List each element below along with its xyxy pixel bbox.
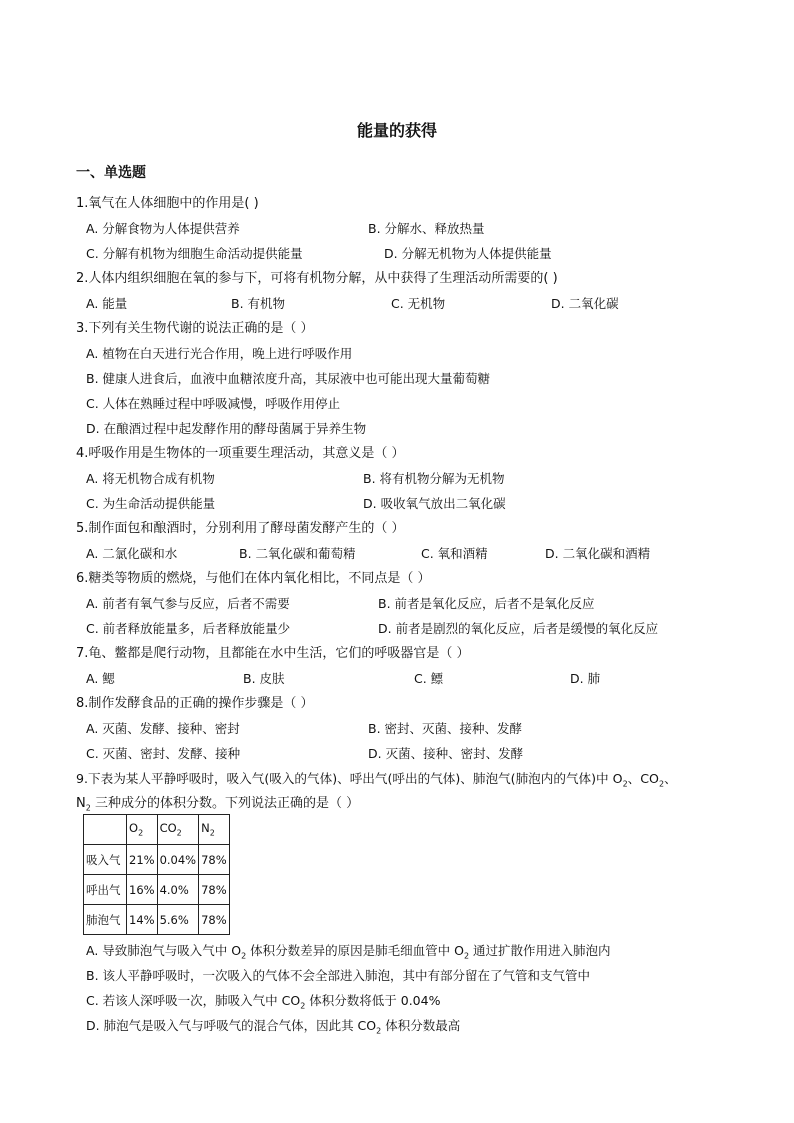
- question-4-option-a[interactable]: A. 将无机物合成有机物: [86, 471, 215, 486]
- table-row: [84, 845, 230, 875]
- question-9-option-b[interactable]: B. 该人平静呼吸时，一次吸入的气体不会全部进入肺泡，其中有部分留在了气管和支气管中: [86, 968, 591, 983]
- question-7-option-a[interactable]: A. 鳃: [86, 671, 115, 686]
- question-8-option-a[interactable]: A. 灭菌、发酵、接种、密封: [86, 721, 240, 736]
- table-row: [84, 905, 230, 935]
- table-header-cell: [84, 815, 127, 845]
- question-3-option-c[interactable]: C. 人体在熟睡过程中呼吸减慢，呼吸作用停止: [86, 396, 341, 411]
- question-5-option-d[interactable]: D. 二氧化碳和酒精: [545, 546, 651, 561]
- table-header-o2: $O_2$: [127, 815, 158, 845]
- question-3-option-a[interactable]: A. 植物在白天进行光合作用，晚上进行呼吸作用: [86, 346, 353, 361]
- question-3-stem: 3.下列有关生物代谢的说法正确的是（ ）: [76, 321, 314, 336]
- question-9-option-a[interactable]: A. 导致肺泡气与吸入气中 $O_2$ 体积分数差异的原因是肺毛细血管中 $O_2$ 通过扩散作用进入肺泡内: [86, 943, 611, 961]
- question-1-option-d[interactable]: D. 分解无机物为人体提供能量: [384, 246, 552, 261]
- question-9-option-d[interactable]: D. 肺泡气是吸入气与呼吸气的混合气体，因此其 $CO_2$ 体积分数最高: [86, 1018, 461, 1036]
- question-4-option-c[interactable]: C. 为生命活动提供能量: [86, 496, 216, 511]
- gas-composition-table: [83, 814, 230, 935]
- question-3-option-b[interactable]: B. 健康人进食后，血液中血糖浓度升高，其尿液中也可能出现大量葡萄糖: [86, 371, 491, 386]
- question-7-option-c[interactable]: C. 鳔: [414, 671, 444, 686]
- question-6-option-a[interactable]: A. 前者有氧气参与反应，后者不需要: [86, 596, 290, 611]
- question-9-stem-line-1: 9.下表为某人平静呼吸时，吸入气(吸入的气体)、呼出气(呼出的气体)、肺泡气(肺泡内的气体)中 $O_2$、$CO_2$、: [76, 771, 677, 789]
- question-2-option-c[interactable]: C. 无机物: [391, 296, 446, 311]
- page-title: 能量的获得: [356, 121, 437, 140]
- question-5-option-c[interactable]: C. 氧和酒精: [421, 546, 488, 561]
- question-1-option-a[interactable]: A. 分解食物为人体提供营养: [86, 221, 240, 236]
- table-cell: 5.6%: [157, 905, 199, 935]
- table-row: [84, 875, 230, 905]
- question-5-stem: 5.制作面包和酿酒时，分别利用了酵母菌发酵产生的（ ）: [76, 521, 405, 536]
- question-8-option-b[interactable]: B. 密封、灭菌、接种、发酵: [368, 721, 523, 736]
- question-9-stem-line-2: $N_2$ 三种成分的体积分数。下列说法正确的是（ ）: [76, 796, 360, 813]
- table-cell: 16%: [127, 875, 158, 905]
- question-4-stem: 4.呼吸作用是生物体的一项重要生理活动，其意义是（ ）: [76, 446, 405, 461]
- question-7-option-d[interactable]: D. 肺: [570, 671, 601, 686]
- table-cell: 78%: [199, 905, 230, 935]
- question-5-option-a[interactable]: A. 二氯化碳和水: [86, 546, 178, 561]
- question-6-option-c[interactable]: C. 前者释放能量多，后者释放能量少: [86, 621, 291, 636]
- question-1-stem: 1.氧气在人体细胞中的作用是( ): [76, 196, 259, 211]
- table-cell: 呼出气: [84, 875, 127, 905]
- question-5-option-b[interactable]: B. 二氧化碳和葡萄精: [239, 546, 356, 561]
- table-cell: 14%: [127, 905, 158, 935]
- question-8-option-c[interactable]: C. 灭菌、密封、发酵、接种: [86, 746, 241, 761]
- section-heading: 一、单选题: [76, 165, 146, 181]
- question-6-stem: 6.糖类等物质的燃烧，与他们在体内氧化相比，不同点是（ ）: [76, 571, 431, 586]
- table-cell: 吸入气: [84, 845, 127, 875]
- question-2-option-b[interactable]: B. 有机物: [231, 296, 286, 311]
- question-6-option-b[interactable]: B. 前者是氧化反应，后者不是氧化反应: [378, 596, 595, 611]
- question-4-option-b[interactable]: B. 将有机物分解为无机物: [363, 471, 505, 486]
- table-header-n2: $N_2$: [199, 815, 230, 845]
- table-cell: 78%: [199, 845, 230, 875]
- table-cell: 4.0%: [157, 875, 199, 905]
- question-4-option-d[interactable]: D. 吸收氧气放出二氧化碳: [363, 496, 506, 511]
- table-cell: 21%: [127, 845, 158, 875]
- question-1-option-c[interactable]: C. 分解有机物为细胞生命活动提供能量: [86, 246, 303, 261]
- question-1-option-b[interactable]: B. 分解水、释放热量: [368, 221, 485, 236]
- question-3-option-d[interactable]: D. 在酿酒过程中起发酵作用的酵母菌属于异养生物: [86, 421, 367, 436]
- question-7-stem: 7.龟、鳖都是爬行动物，且都能在水中生活，它们的呼吸器官是（ ）: [76, 646, 470, 661]
- question-2-option-a[interactable]: A. 能量: [86, 296, 128, 311]
- question-8-option-d[interactable]: D. 灭菌、接种、密封、发酵: [368, 746, 524, 761]
- question-9-option-c[interactable]: C. 若该人深呼吸一次，肺吸入气中 $CO_2$ 体积分数将低于 0.04%: [86, 993, 441, 1011]
- table-cell: 78%: [199, 875, 230, 905]
- question-6-option-d[interactable]: D. 前者是剧烈的氧化反应，后者是缓慢的氧化反应: [378, 621, 659, 636]
- question-8-stem: 8.制作发酵食品的正确的操作步骤是（ ）: [76, 696, 314, 711]
- table-cell: 肺泡气: [84, 905, 127, 935]
- question-7-option-b[interactable]: B. 皮肤: [243, 671, 285, 686]
- question-2-option-d[interactable]: D. 二氧化碳: [551, 296, 619, 311]
- table-header-row: [84, 815, 230, 845]
- table-cell: 0.04%: [157, 845, 199, 875]
- question-2-stem: 2.人体内组织细胞在氧的参与下，可将有机物分解，从中获得了生理活动所需要的( ): [76, 271, 558, 286]
- table-header-co2: $CO_2$: [157, 815, 199, 845]
